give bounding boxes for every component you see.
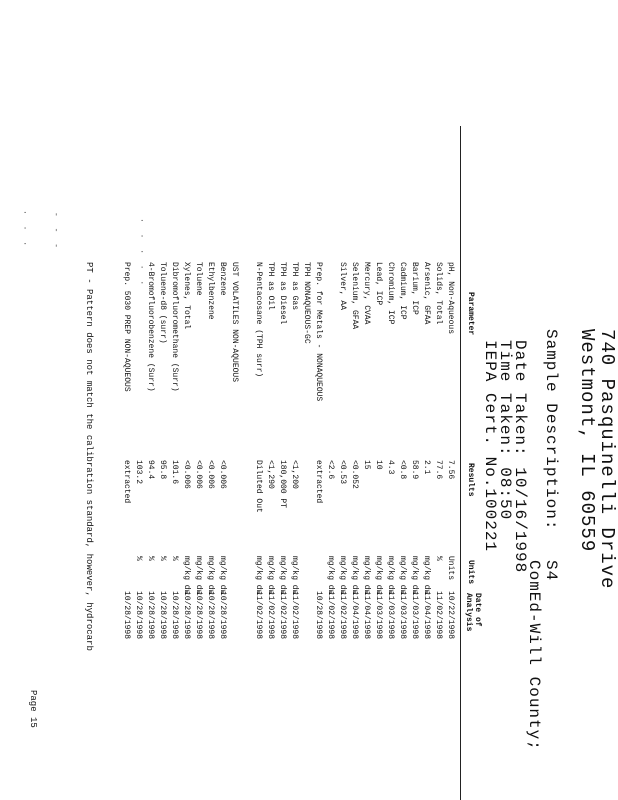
header-units: Units xyxy=(466,560,475,585)
row-result: 103.2 xyxy=(134,460,143,485)
scan-mark: · · · · · xyxy=(137,218,146,289)
row-parameter: Toluene-d8 (surr) xyxy=(158,262,167,344)
row-date: 10/28/1998 xyxy=(194,591,203,640)
row-result: 180,000 PT xyxy=(278,460,287,509)
row-date: 11/03/1998 xyxy=(398,591,407,640)
row-result: <0.53 xyxy=(338,460,347,485)
row-date: 10/28/1998 xyxy=(134,591,143,640)
row-units: % xyxy=(170,556,179,561)
date-taken: Date Taken: 10/16/1998 xyxy=(511,340,529,574)
row-units: % xyxy=(146,556,155,561)
row-date: 10/28/1998 xyxy=(158,591,167,640)
row-units: Units xyxy=(446,556,455,581)
row-units: mg/kg dw xyxy=(278,556,287,595)
row-parameter: TPH as Oil xyxy=(266,262,275,311)
row-date: 11/02/1998 xyxy=(266,591,275,640)
row-date: 10/28/1998 xyxy=(314,591,323,640)
row-result: <2.6 xyxy=(326,460,335,480)
row-date: 11/03/1998 xyxy=(410,591,419,640)
address-line-2: Westmont, IL 60559 xyxy=(576,329,598,553)
row-parameter: N-Pentacosane (TPH surr) xyxy=(254,262,263,378)
row-units: mg/kg dw xyxy=(194,556,203,595)
row-units: mg/kg dw xyxy=(290,556,299,595)
row-units: mg/kg dw xyxy=(218,556,227,595)
row-parameter: Prep. for Metals - NONAQUEOUS xyxy=(314,262,323,402)
row-units: mg/kg dw xyxy=(362,556,371,595)
row-units: % xyxy=(158,556,167,561)
footnote: PT - Pattern does not match the calibration standard, however, hydrocarb xyxy=(84,262,94,651)
row-date: 11/02/1998 xyxy=(434,591,443,640)
row-date: 11/02/1998 xyxy=(278,591,287,640)
row-date: 11/03/1998 xyxy=(374,591,383,640)
row-result: 7.56 xyxy=(446,460,455,480)
row-units: % xyxy=(134,556,143,561)
row-units: mg/kg dw xyxy=(338,556,347,595)
header-date-2: Analysis xyxy=(464,593,473,632)
row-result: 95.8 xyxy=(158,460,167,480)
row-date: 11/02/1998 xyxy=(326,591,335,640)
row-units: mg/kg dw xyxy=(206,556,215,595)
iepa-cert: IEPA Cert. No.100221 xyxy=(481,340,499,553)
row-result: 2.1 xyxy=(422,460,431,475)
row-parameter: Dibromofluoromethane (Surr) xyxy=(170,262,179,392)
row-parameter: Benzene xyxy=(218,262,227,296)
sample-description-label: Sample Description: xyxy=(542,329,560,531)
row-date: 11/03/1998 xyxy=(386,591,395,640)
row-result: 4.3 xyxy=(386,460,395,475)
scan-mark: - - - xyxy=(51,212,60,252)
row-result: extracted xyxy=(314,460,323,504)
row-result: 77.6 xyxy=(434,460,443,480)
row-units: mg/kg dw xyxy=(410,556,419,595)
row-result: 58.9 xyxy=(410,460,419,480)
row-units: mg/kg dw xyxy=(422,556,431,595)
row-parameter: pH, Non-Aqueous xyxy=(446,262,455,335)
row-result: <0.8 xyxy=(398,460,407,480)
time-taken: Time Taken: 08:50 xyxy=(496,340,514,521)
client-name: ComEd-Will County; xyxy=(525,560,543,751)
row-date: 10/28/1998 xyxy=(206,591,215,640)
row-units: mg/kg dw xyxy=(254,556,263,595)
row-parameter: Chromium, ICP xyxy=(386,262,395,325)
row-result: <1,200 xyxy=(290,460,299,489)
row-date: 11/02/1998 xyxy=(290,591,299,640)
row-parameter: TPH as Gas xyxy=(290,262,299,311)
row-date: 10/28/1998 xyxy=(146,591,155,640)
row-parameter: Lead, ICP xyxy=(374,262,383,306)
row-units: mg/kg dw xyxy=(326,556,335,595)
sample-id: S4 xyxy=(542,560,560,582)
row-units: mg/kg dw xyxy=(182,556,191,595)
page-number: Page 15 xyxy=(28,690,38,728)
row-result: <0.006 xyxy=(194,460,203,489)
row-parameter: Cadmium, ICP xyxy=(398,262,407,320)
row-result: <1,290 xyxy=(266,460,275,489)
scan-mark: · · · xyxy=(20,210,29,250)
row-parameter: 4-Bromofluorobenzene (Surr) xyxy=(146,262,155,392)
row-parameter: Mercury, CVAA xyxy=(362,262,371,325)
row-date: 10/28/1998 xyxy=(218,591,227,640)
row-result: <0.006 xyxy=(206,460,215,489)
row-result: extracted xyxy=(122,460,131,504)
row-parameter: Ethylbenzene xyxy=(206,262,215,320)
row-date: 11/04/1998 xyxy=(422,591,431,640)
row-result: 10 xyxy=(374,460,383,470)
row-result: 15 xyxy=(362,460,371,470)
row-date: 11/04/1998 xyxy=(362,591,371,640)
row-result: 101.6 xyxy=(170,460,179,485)
row-date: 11/02/1998 xyxy=(338,591,347,640)
row-date: 11/04/1998 xyxy=(350,591,359,640)
row-units: mg/kg dw xyxy=(266,556,275,595)
address-line-1: 740 Pasquinelli Drive xyxy=(596,329,618,590)
row-date: 10/28/1998 xyxy=(170,591,179,640)
row-date: 10/28/1998 xyxy=(182,591,191,640)
row-parameter: Solids, Total xyxy=(434,262,443,325)
row-units: mg/kg dw xyxy=(386,556,395,595)
row-parameter: TPH as Diesel xyxy=(278,262,287,325)
row-parameter: Selenium, GFAA xyxy=(350,262,359,330)
header-divider xyxy=(460,126,461,800)
row-parameter: Xylenes, Total xyxy=(182,262,191,330)
row-units: mg/kg dw xyxy=(374,556,383,595)
row-date: 10/22/1998 xyxy=(446,591,455,640)
row-result: Diluted Out xyxy=(254,460,263,513)
row-result: <0.052 xyxy=(350,460,359,489)
row-result: <0.006 xyxy=(182,460,191,489)
row-date: 10/28/1998 xyxy=(122,591,131,640)
row-units: mg/kg dw xyxy=(398,556,407,595)
row-units: mg/kg dw xyxy=(350,556,359,595)
row-parameter: Arsenic, GFAA xyxy=(422,262,431,325)
header-results: Results xyxy=(466,463,475,497)
row-parameter: Toluene xyxy=(194,262,203,296)
header-date: Date of xyxy=(473,593,482,627)
header-parameter: Parameter xyxy=(466,292,475,336)
row-parameter: TPH NONAQUEOUS-GC xyxy=(302,262,311,344)
row-date: 11/02/1998 xyxy=(254,591,263,640)
row-result: <0.006 xyxy=(218,460,227,489)
row-parameter: Silver, AA xyxy=(338,262,347,311)
row-result: 94.4 xyxy=(146,460,155,480)
row-units: % xyxy=(434,556,443,561)
row-parameter: Prep. 5030 PREP NON-AQUEOUS xyxy=(122,262,131,392)
row-parameter: Barium, ICP xyxy=(410,262,419,315)
row-parameter: UST VOLATILES NON-AQUEOUS xyxy=(230,262,239,383)
